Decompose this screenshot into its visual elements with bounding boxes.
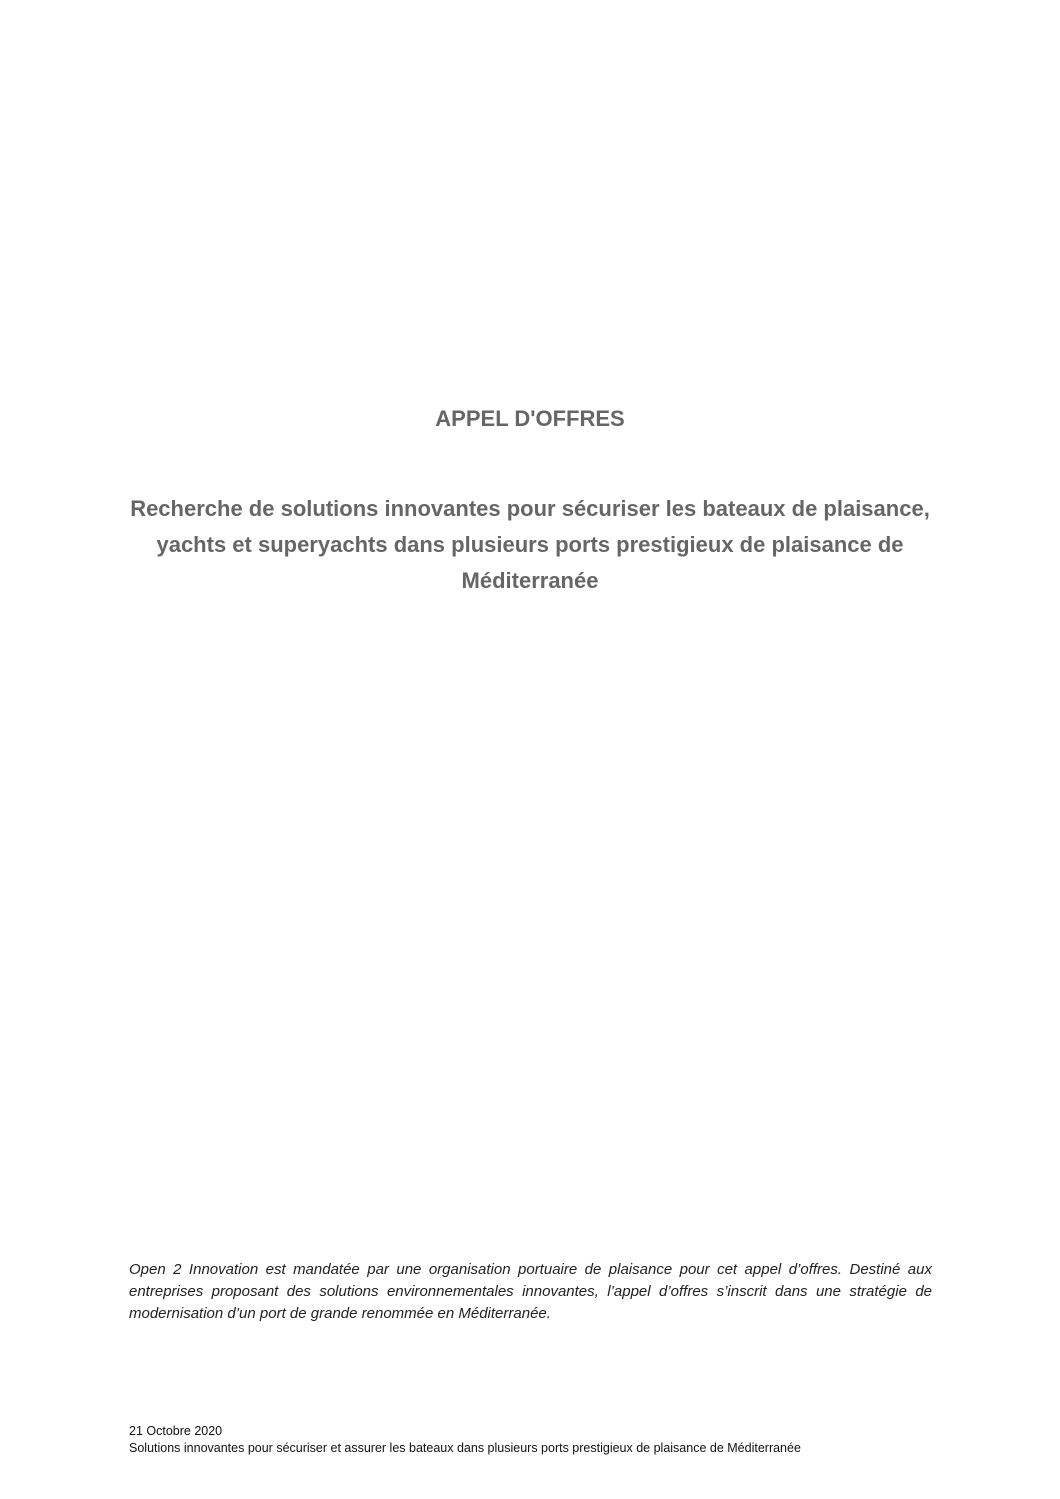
document-subtitle: Recherche de solutions innovantes pour sécuriser les bateaux de plaisance, yachts et superyachts dans plusieurs ports prestigieux de plaisance de Méditerranée	[130, 496, 930, 593]
document-title: APPEL D'OFFRES	[435, 406, 625, 431]
intro-paragraph: Open 2 Innovation est mandatée par une organisation portuaire de plaisance pour cet appel d’offres. Destiné aux entreprises proposant des solutions environnementales innovantes, l’appel d’offres s’inscrit dans une stratégie de modernisation d’un port de grande renommée en Méditerranée.	[129, 1261, 932, 1322]
footer-caption: Solutions innovantes pour sécuriser et assurer les bateaux dans plusieurs ports prestigieux de plaisance de Méditerranée	[129, 1441, 801, 1455]
page-footer	[129, 1423, 949, 1457]
footer-date: 21 Octobre 2020	[129, 1424, 223, 1438]
